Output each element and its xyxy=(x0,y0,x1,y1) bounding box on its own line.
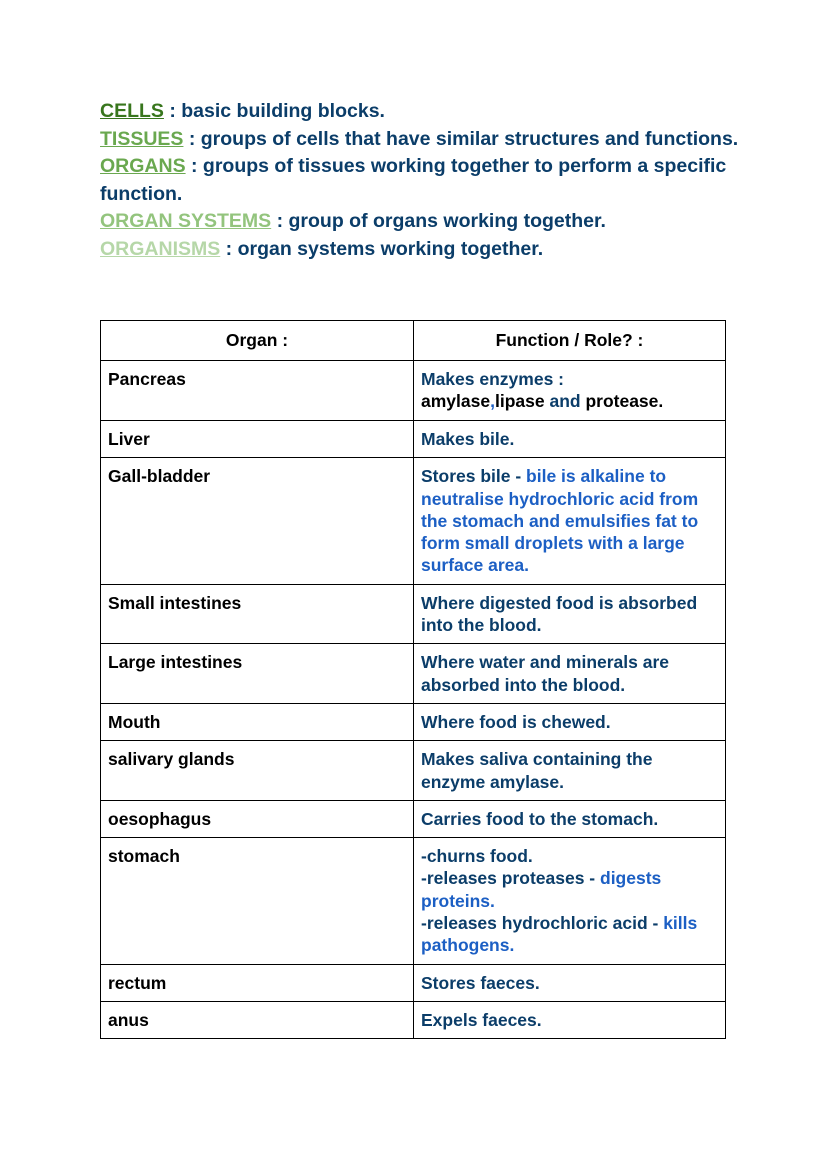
definition-text: : groups of tissues working together to perform a specific function. xyxy=(100,155,727,205)
definition-text: : groups of cells that have similar structures and functions. xyxy=(183,127,739,150)
organ-cell: Large intestines xyxy=(101,644,414,704)
definition-tissues xyxy=(100,126,740,154)
function-cell: Where water and minerals are absorbed into the blood. xyxy=(414,644,726,704)
organ-cell: Liver xyxy=(101,421,414,458)
function-text: -releases hydrochloric acid - xyxy=(421,913,664,934)
table-row xyxy=(101,703,726,740)
function-text: -releases proteases - xyxy=(421,868,600,889)
table-row xyxy=(101,584,726,644)
organ-cell: stomach xyxy=(101,838,414,964)
organ-cell: Gall-bladder xyxy=(101,458,414,584)
function-cell: Stores faeces. xyxy=(414,964,726,1001)
function-cell: Expels faeces. xyxy=(414,1001,726,1038)
function-text: Makes enzymes : xyxy=(421,369,564,389)
term-organisms: ORGANISMS xyxy=(100,237,221,260)
function-cell xyxy=(414,361,726,421)
table-row xyxy=(101,800,726,837)
organ-function-table xyxy=(100,320,726,1039)
function-cell: Makes bile. xyxy=(414,421,726,458)
function-cell: Where digested food is absorbed into the blood. xyxy=(414,584,726,644)
table-row xyxy=(101,838,726,964)
definition-text: : group of organs working together. xyxy=(271,210,606,232)
function-text: and xyxy=(544,391,586,412)
definition-organisms xyxy=(100,236,740,264)
definition-text: : basic building blocks. xyxy=(163,100,385,122)
function-cell: Carries food to the stomach. xyxy=(414,800,726,837)
organ-cell: oesophagus xyxy=(101,800,414,837)
function-cell: Makes saliva containing the enzyme amylase. xyxy=(414,741,726,801)
term-tissues: TISSUES xyxy=(100,127,184,150)
function-text: amylase xyxy=(421,391,491,412)
function-text: protease. xyxy=(585,391,664,412)
organ-cell: Small intestines xyxy=(101,584,414,644)
organ-cell: Pancreas xyxy=(101,361,414,421)
table-row xyxy=(101,458,726,584)
definition-organ-systems xyxy=(100,208,740,236)
table-row xyxy=(101,361,726,421)
table-row xyxy=(101,1001,726,1038)
function-text: lipase xyxy=(494,391,545,412)
definition-organs xyxy=(100,153,740,208)
header-organ: Organ : xyxy=(101,321,414,361)
function-cell xyxy=(414,838,726,964)
function-text: bile is alkaline to neutralise hydrochloric acid from the stomach and emulsifies fat to form small droplets with a large surface area. xyxy=(421,466,699,576)
table-row xyxy=(101,421,726,458)
function-cell xyxy=(414,458,726,584)
table-header-row xyxy=(101,321,726,361)
organ-cell: rectum xyxy=(101,964,414,1001)
function-text: digests proteins. xyxy=(421,868,662,911)
definition-text: : organ systems working together. xyxy=(220,237,544,260)
function-text: kills pathogens. xyxy=(421,913,698,956)
term-cells: CELLS xyxy=(100,100,164,122)
term-organs: ORGANS xyxy=(100,155,186,177)
definition-cells xyxy=(100,98,740,126)
table-row xyxy=(101,964,726,1001)
definitions-list xyxy=(100,98,740,263)
function-text: Stores bile - xyxy=(421,466,527,487)
table-row xyxy=(101,741,726,801)
function-text: -churns food. xyxy=(421,846,533,867)
table-row xyxy=(101,644,726,704)
term-organ-systems: ORGAN SYSTEMS xyxy=(100,210,272,232)
function-cell: Where food is chewed. xyxy=(414,703,726,740)
organ-cell: Mouth xyxy=(101,703,414,740)
header-function: Function / Role? : xyxy=(414,321,726,361)
organ-cell: salivary glands xyxy=(101,741,414,801)
organ-cell: anus xyxy=(101,1001,414,1038)
function-text: , xyxy=(490,391,495,412)
